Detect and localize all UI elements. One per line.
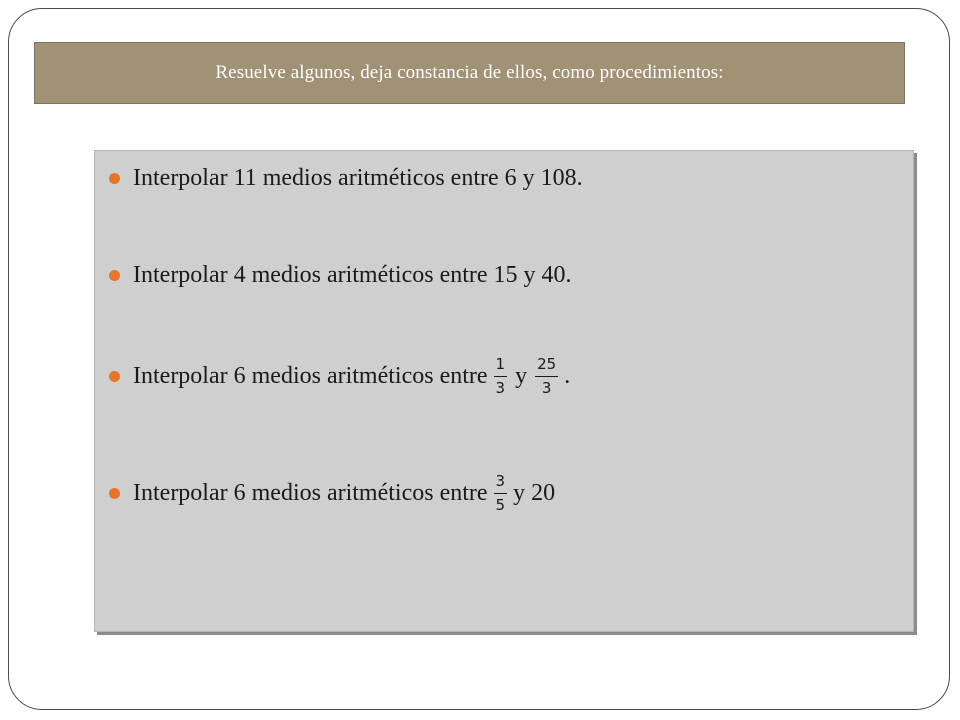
bullet-dot-icon — [109, 173, 120, 184]
bullet-dot-icon — [109, 488, 120, 499]
fraction-denominator: 3 — [495, 379, 506, 397]
bullet-dot-icon — [109, 371, 120, 382]
fraction-denominator: 3 — [541, 379, 552, 397]
item-text-suffix: y 20 — [513, 480, 556, 506]
list-item — [109, 165, 583, 192]
item-text: Interpolar 4 medios aritméticos entre 15 y 40. — [133, 262, 572, 288]
content-box — [94, 150, 914, 632]
list-item — [109, 474, 555, 513]
title-bar — [34, 42, 905, 104]
item-text-prefix: Interpolar 6 medios aritméticos entre — [133, 363, 488, 389]
fraction-denominator: 5 — [495, 496, 506, 514]
item-text-middle: y — [515, 363, 528, 389]
list-item — [109, 262, 572, 289]
bullet-dot-icon — [109, 270, 120, 281]
fraction — [494, 474, 508, 513]
fraction — [535, 357, 558, 396]
fraction — [494, 357, 508, 396]
item-text-prefix: Interpolar 6 medios aritméticos entre — [133, 480, 488, 506]
slide-title: Resuelve algunos, deja constancia de ellos, como procedimientos: — [215, 62, 724, 83]
item-text: Interpolar 11 medios aritméticos entre 6 y 108. — [133, 165, 583, 191]
item-text-suffix: . — [564, 363, 571, 389]
fraction-numerator: 1 — [494, 357, 508, 377]
fraction-numerator: 3 — [494, 474, 508, 494]
list-item — [109, 357, 570, 396]
fraction-numerator: 25 — [535, 357, 558, 377]
